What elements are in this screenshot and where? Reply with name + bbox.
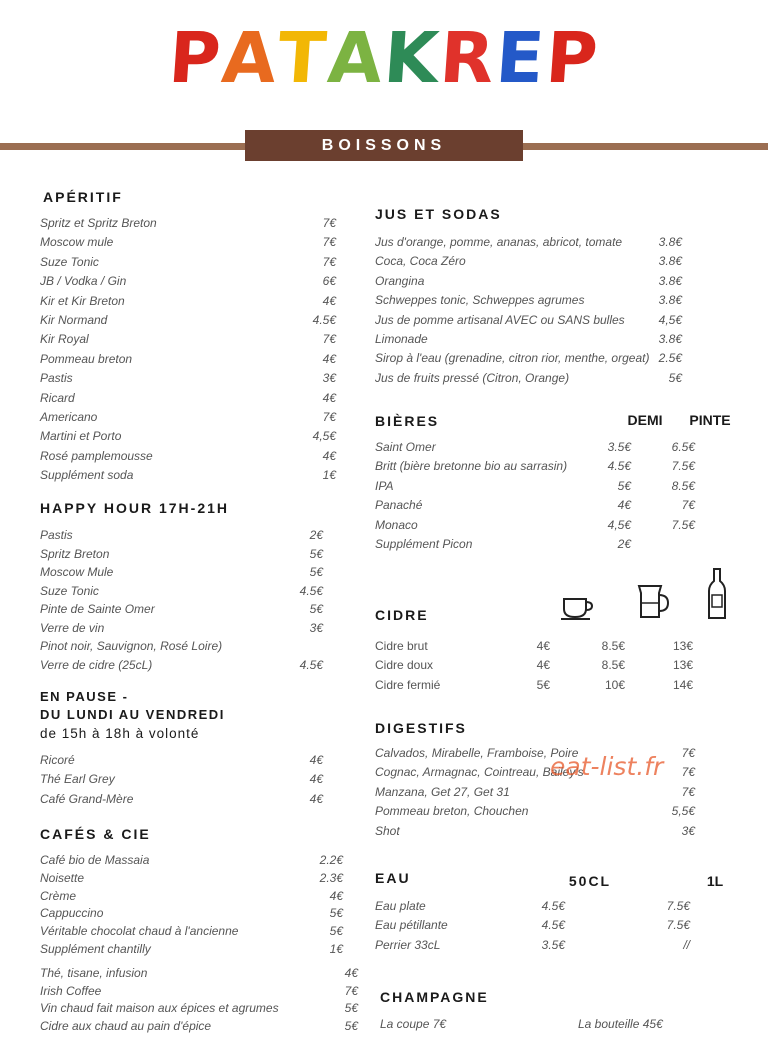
item-price: 7.5€ (666, 918, 690, 933)
item-name: Pastis (40, 528, 73, 542)
item-name: Cappuccino (40, 906, 104, 921)
item-price: 3.5€ (541, 937, 565, 952)
item-price: 3.8€ (658, 331, 682, 346)
item-name: Manzana, Get 27, Get 31 (375, 784, 510, 799)
item-price: 3.8€ (658, 273, 682, 288)
menu-item-row (40, 352, 340, 371)
item-price: 4.5€ (541, 918, 565, 933)
item-price: 4,5€ (312, 429, 336, 444)
item-name: Sirop à l'eau (grenadine, citron rior, menthe, orgeat) (375, 351, 650, 366)
eau-title: EAU (375, 870, 411, 886)
item-price: 4,5€ (658, 312, 682, 327)
item-name: Moscow mule (40, 235, 114, 250)
menu-item-row (375, 918, 745, 937)
item-name: Spritz et Spritz Breton (40, 216, 157, 230)
menu-item-row (375, 459, 745, 478)
item-name: Ricard (40, 390, 75, 405)
item-price: 3.8€ (658, 293, 682, 308)
logo-letter: A (219, 17, 281, 99)
logo-letter: T (275, 17, 331, 99)
item-name: Supplément chantilly (40, 941, 151, 956)
coffee-cup-icon (560, 595, 598, 621)
item-price: 13€ (672, 658, 693, 673)
jus-list (375, 235, 725, 390)
item-name: Eau plate (375, 899, 426, 913)
item-name: Cidre brut (375, 639, 428, 653)
item-price: 2.3€ (319, 870, 343, 885)
item-price: 2.5€ (658, 351, 682, 366)
bieres-list (375, 440, 745, 556)
happy-hour-title: HAPPY HOUR 17H-21H (40, 500, 230, 516)
digestifs-title: DIGESTIFS (375, 720, 467, 736)
menu-item-row (40, 602, 330, 621)
item-price: 5€ (536, 677, 550, 692)
item-price: // (683, 937, 690, 952)
item-name: Cidre aux chaud au pain d'épice (40, 1018, 212, 1033)
item-price: 3.8€ (658, 254, 682, 269)
item-name: Saint Omer (375, 440, 436, 454)
menu-item-row (40, 332, 340, 351)
logo-letter: P (165, 17, 225, 99)
menu-item-row (40, 468, 340, 487)
item-price: 4€ (617, 498, 631, 513)
item-name: Jus d'orange, pomme, ananas, abricot, tomate (375, 235, 623, 249)
menu-item-row (40, 906, 350, 924)
item-price: 8.5€ (671, 478, 695, 493)
item-name: Schweppes tonic, Schweppes agrumes (375, 293, 585, 308)
item-price: 2€ (617, 536, 631, 551)
logo-letter: E (493, 17, 549, 99)
item-name: Pommeau breton, Chouchen (375, 804, 529, 819)
item-price: 7€ (322, 216, 336, 230)
logo-letter: K (381, 17, 444, 99)
item-name: Véritable chocolat chaud à l'ancienne (40, 924, 239, 939)
item-name: Limonade (375, 331, 428, 346)
item-name: Pastis (40, 371, 73, 386)
item-price: 5€ (309, 602, 323, 616)
item-name: Ricoré (40, 753, 75, 767)
menu-item-row (40, 853, 350, 871)
item-price: 4.5€ (299, 657, 323, 672)
item-name: Noisette (40, 870, 85, 885)
item-name: Supplément Picon (375, 536, 473, 551)
eau-list (375, 899, 745, 957)
item-price: 7€ (322, 409, 336, 424)
menu-item-row (375, 371, 725, 390)
menu-item-row (375, 293, 725, 312)
pitcher-icon (635, 583, 671, 621)
menu-item-row (40, 449, 340, 468)
item-name: Verre de cidre (25cL) (40, 657, 153, 672)
item-price: 4€ (309, 753, 323, 767)
item-name: Kir et Kir Breton (40, 293, 125, 308)
item-price: 6.5€ (671, 440, 695, 454)
item-name: Shot (375, 823, 400, 838)
item-name: Kir Normand (40, 312, 108, 327)
item-price: 2.2€ (319, 853, 343, 867)
item-price: 3€ (681, 823, 695, 838)
menu-item-row (40, 410, 340, 429)
item-name: Spritz Breton (40, 546, 110, 561)
item-name: IPA (375, 478, 394, 493)
menu-item-row (40, 792, 330, 811)
item-price: 6€ (322, 274, 336, 289)
menu-item-row (40, 871, 350, 889)
item-name: Pinte de Sainte Omer (40, 602, 155, 616)
menu-item-row (375, 518, 745, 537)
menu-item-row (375, 274, 725, 293)
menu-item-row (40, 1001, 360, 1019)
item-name: Martini et Porto (40, 429, 122, 444)
menu-item-row (375, 332, 725, 351)
item-price: 7.5€ (666, 899, 690, 913)
item-price: 4.5€ (541, 899, 565, 913)
item-name: Cidre doux (375, 658, 434, 673)
champagne-bouteille: La bouteille 45€ (578, 1017, 663, 1031)
menu-item-row (40, 255, 340, 274)
champagne-prices (380, 1017, 740, 1036)
item-price: 5,5€ (671, 804, 695, 819)
item-price: 7.5€ (671, 517, 695, 532)
item-price: 7€ (322, 254, 336, 269)
menu-item-row (40, 966, 360, 984)
cafes-list-extra (40, 966, 360, 1036)
menu-item-row (40, 621, 330, 640)
item-name: Vin chaud fait maison aux épices et agrumes (40, 1001, 279, 1016)
menu-item-row (40, 584, 330, 603)
pause-title: EN PAUSE - DU LUNDI AU VENDREDI de 15h à 18h à volonté (40, 689, 225, 741)
item-name: Crème (40, 888, 77, 903)
item-price: 7€ (681, 498, 695, 513)
item-price: 4€ (309, 772, 323, 787)
item-price: 5€ (668, 370, 682, 385)
item-name: Suze Tonic (40, 254, 99, 269)
item-price: 7€ (681, 784, 695, 799)
pause-list (40, 753, 330, 811)
menu-item-row (375, 938, 745, 957)
item-name: Cognac, Armagnac, Cointreau, Bailey's (375, 765, 584, 780)
cafes-title: CAFÉS & CIE (40, 826, 151, 842)
item-price: 4€ (322, 390, 336, 405)
item-name: Supplément soda (40, 468, 134, 483)
item-price: 5€ (344, 1018, 358, 1033)
happy-hour-list (40, 528, 330, 676)
menu-item-row (375, 479, 745, 498)
item-name: Kir Royal (40, 332, 89, 347)
item-price: 4.5€ (312, 312, 336, 327)
menu-item-row (40, 371, 340, 390)
menu-item-row (40, 658, 330, 677)
item-price: 4€ (329, 888, 343, 903)
menu-item-row (40, 942, 350, 960)
menu-item-row (40, 391, 340, 410)
item-price: 8.5€ (601, 639, 625, 653)
menu-item-row (375, 498, 745, 517)
item-name: Jus de pomme artisanal AVEC ou SANS bulles (375, 312, 625, 327)
menu-item-row (40, 639, 330, 658)
menu-item-row (40, 528, 330, 547)
item-price: 7€ (681, 765, 695, 780)
menu-item-row (40, 753, 330, 772)
menu-item-row (40, 216, 340, 235)
item-price: 3.5€ (607, 440, 631, 454)
bottle-icon (706, 567, 728, 621)
menu-item-row (40, 313, 340, 332)
item-price: 5€ (329, 906, 343, 921)
item-price: 5€ (617, 478, 631, 493)
item-name: Jus de fruits pressé (Citron, Orange) (375, 370, 570, 385)
item-price: 7€ (344, 983, 358, 998)
item-name: Pinot noir, Sauvignon, Rosé Loire) (40, 639, 223, 653)
item-price: 5€ (309, 565, 323, 579)
menu-item-row (375, 899, 745, 918)
menu-item-row (40, 1019, 360, 1037)
item-name: Eau pétillante (375, 918, 448, 933)
item-price: 4€ (536, 639, 550, 653)
bieres-header: DEMI PINTE (627, 412, 731, 428)
item-name: Pommeau breton (40, 351, 133, 366)
menu-item-row (40, 772, 330, 791)
item-name: Panaché (375, 498, 423, 513)
item-name: Moscow Mule (40, 565, 114, 579)
item-price: 3€ (322, 371, 336, 386)
item-price: 4.5€ (299, 583, 323, 598)
menu-item-row (40, 984, 360, 1002)
item-price: 4.5€ (607, 459, 631, 474)
menu-item-row (375, 440, 745, 459)
menu-item-row (375, 658, 745, 677)
item-name: Café Grand-Mère (40, 791, 134, 806)
champagne-title: CHAMPAGNE (380, 989, 489, 1005)
item-price: 1€ (322, 468, 336, 483)
menu-item-row (40, 547, 330, 566)
item-price: 4,5€ (607, 517, 631, 532)
item-price: 7€ (322, 332, 336, 347)
bieres-title: BIÈRES (375, 413, 440, 429)
item-price: 7€ (681, 746, 695, 760)
item-price: 7€ (322, 235, 336, 250)
item-name: Verre de vin (40, 620, 105, 635)
item-name: Calvados, Mirabelle, Framboise, Poire (375, 746, 579, 760)
item-price: 4€ (322, 448, 336, 463)
menu-item-row (375, 235, 725, 254)
aperitif-list (40, 216, 340, 487)
cidre-title: CIDRE (375, 607, 429, 623)
item-price: 4€ (344, 966, 358, 980)
item-price: 5€ (309, 546, 323, 561)
item-price: 8.5€ (601, 658, 625, 673)
item-price: 4€ (322, 293, 336, 308)
menu-item-row (40, 924, 350, 942)
menu-item-row (40, 294, 340, 313)
item-price: 5€ (329, 924, 343, 939)
item-name: Cidre fermié (375, 677, 441, 692)
item-name: Perrier 33cL (375, 937, 441, 952)
item-price: 14€ (672, 677, 693, 692)
brand-logo (0, 18, 768, 98)
item-name: JB / Vodka / Gin (40, 274, 127, 289)
item-name: Irish Coffee (40, 983, 102, 998)
item-name: Coca, Coca Zéro (375, 254, 466, 269)
item-name: Suze Tonic (40, 583, 99, 598)
item-name: Britt (bière bretonne bio au sarrasin) (375, 459, 568, 474)
item-price: 5€ (344, 1001, 358, 1016)
item-price: 3.8€ (658, 235, 682, 249)
eau-header: 50CL 1L (568, 873, 724, 889)
item-price: 2€ (309, 528, 323, 542)
menu-item-row (375, 678, 745, 697)
menu-item-row (375, 639, 745, 658)
menu-item-row (375, 804, 745, 823)
item-name: Café bio de Massaia (40, 853, 150, 867)
item-name: Orangina (375, 273, 425, 288)
jus-title: JUS ET SODAS (375, 206, 502, 222)
item-name: Thé, tisane, infusion (40, 966, 148, 980)
cafes-list (40, 853, 350, 960)
item-name: Monaco (375, 517, 418, 532)
cidre-list (375, 639, 745, 697)
menu-item-row (375, 351, 725, 370)
item-price: 7.5€ (671, 459, 695, 474)
menu-item-row (40, 565, 330, 584)
menu-item-row (40, 429, 340, 448)
item-price: 13€ (672, 639, 693, 653)
menu-item-row (375, 313, 725, 332)
menu-item-row (40, 274, 340, 293)
logo-letter: P (543, 17, 603, 99)
item-price: 4€ (536, 658, 550, 673)
menu-item-row (375, 537, 745, 556)
menu-item-row (40, 889, 350, 907)
watermark: eat-list.fr (550, 752, 664, 781)
logo-letter: A (325, 17, 387, 99)
item-name: Americano (40, 409, 98, 424)
menu-item-row (375, 785, 745, 804)
section-banner: BOISSONS (245, 130, 523, 161)
item-name: Thé Earl Grey (40, 772, 115, 787)
item-price: 10€ (604, 677, 625, 692)
champagne-coupe: La coupe 7€ (380, 1017, 447, 1031)
aperitif-title: APÉRITIF (43, 189, 123, 205)
item-price: 1€ (329, 941, 343, 956)
item-price: 4€ (322, 351, 336, 366)
item-price: 3€ (309, 620, 323, 635)
menu-item-row (40, 235, 340, 254)
item-name: Rosé pamplemousse (40, 448, 153, 463)
menu-item-row (375, 824, 745, 843)
item-price: 4€ (309, 791, 323, 806)
logo-letter: R (437, 17, 500, 99)
menu-item-row (375, 254, 725, 273)
